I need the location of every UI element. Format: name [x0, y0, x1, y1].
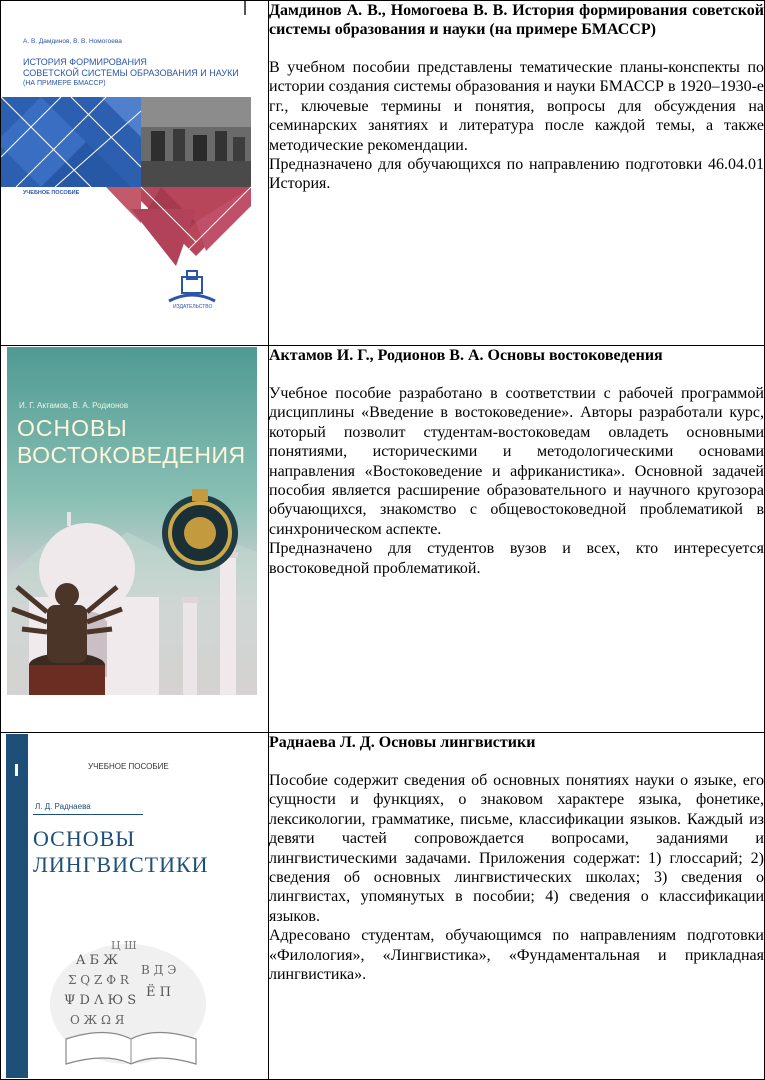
- book-description: Учебное пособие разработано в соответствии с рабочей программой дисциплины «Введение в востоковедение». Авторы разработали курс, который позволит студентам-востоковедам овладеть основными понятиями, историческими и методологическими основами направления «Востоковедение и африканистика». Основной задачей пособия является расширение образовательного и научного кругозора обучающихся, знакомство с общевостоковедной проблематикой в синхроническом аспекте.: [269, 385, 764, 538]
- book-cover-oriental-studies: [7, 347, 257, 695]
- catalog-row: [1, 346, 765, 733]
- cover-title-line2: СОВЕТСКОЙ СИСТЕМЫ ОБРАЗОВАНИЯ И НАУКИ: [23, 68, 239, 78]
- book-cover-linguistics: [6, 734, 264, 1078]
- book-title: Актамов И. Г., Родионов В. А. Основы востоковедения: [269, 347, 663, 364]
- svg-text:O Ж Ω Я: O Ж Ω Я: [70, 1013, 125, 1027]
- svg-text:A Б Ж: A Б Ж: [76, 953, 118, 968]
- cover-title-line1: ИСТОРИЯ ФОРМИРОВАНИЯ: [23, 57, 147, 67]
- book-cover-history-education: [1, 1, 266, 341]
- cover-publisher: ИЗДАТЕЛЬСТВО: [173, 304, 213, 310]
- cover-title-line1: ОСНОВЫ: [17, 415, 128, 441]
- book-audience: Предназначено для обучающихся по направлению подготовки 46.04.01 История.: [269, 156, 764, 193]
- book-title: Раднаева Л. Д. Основы лингвистики: [269, 734, 536, 751]
- cover-art: [1, 1, 266, 341]
- cover-art: [6, 734, 264, 1078]
- description-cell: [269, 346, 765, 733]
- svg-text:Σ Q Z Ф R: Σ Q Z Ф R: [68, 973, 129, 987]
- book-description: Пособие содержит сведения об основных понятиях науки о языке, его сущности и функциях, о знаковом характере языка, фонетике, лексикологии, грамматике, письме, классификации языков. Каждый из девяти частей сопровождается вопросами, заданиями и лингвистическими задачами. Приложения содержат: 1) глоссарий; 2) сведения об основных лингвистических школах; 3) сведения о лингвистах, упомянутых в пособии; 4) сведения о классификации языков.: [269, 772, 764, 925]
- cover-art: [7, 347, 257, 695]
- description-cell: [269, 1, 765, 346]
- svg-text:Ц Ш: Ц Ш: [111, 939, 137, 952]
- book-audience: Адресовано студентам, обучающимся по направлениям подготовки «Филология», «Лингвистика», «Фундаментальная и прикладная лингвистика».: [269, 927, 764, 984]
- svg-text:B Д Э: B Д Э: [141, 963, 177, 977]
- description-cell: [269, 733, 765, 1080]
- cover-authors: А. В. Дамдинов, В. В. Номогоева: [23, 38, 122, 45]
- cover-label: УЧЕБНОЕ ПОСОБИЕ: [88, 762, 169, 771]
- book-description: В учебном пособии представлены тематические планы-конспекты по истории создания системы образования и науки БМАССР в 1920–1930-е гг., ключевые термины и понятия, вопросы для обсуждения на семинарских занятиях и литература после каждой темы, а также методические рекомендации.: [269, 59, 764, 154]
- cover-author: Л. Д. Раднаева: [35, 802, 91, 811]
- cover-authors: И. Г. Актамов, В. А. Родионов: [19, 401, 129, 410]
- cover-title-line2: ЛИНГВИСТИКИ: [33, 852, 209, 877]
- cover-title-line1: ОСНОВЫ: [33, 826, 136, 851]
- cover-title-line2: ВОСТОКОВЕДЕНИЯ: [17, 442, 246, 468]
- cover-label: УЧЕБНОЕ ПОСОБИЕ: [23, 190, 80, 196]
- book-audience: Предназначено для студентов вузов и всех, кто интересуется востоковедной проблематикой.: [269, 540, 764, 577]
- cover-cell: [1, 733, 269, 1080]
- catalog-row: [1, 1, 765, 346]
- book-title: Дамдинов А. В., Номогоева В. В. История формирования советской системы образования и науки (на примере БМАССР): [269, 2, 764, 38]
- svg-text:Ψ D Λ Ю S: Ψ D Λ Ю S: [64, 993, 137, 1008]
- cover-title-line3: (НА ПРИМЕРЕ БМАССР): [23, 80, 106, 87]
- svg-text:Ё П: Ё П: [146, 985, 171, 1000]
- cover-cell: [1, 1, 269, 346]
- cover-cell: [1, 346, 269, 733]
- catalog-row: [1, 733, 765, 1080]
